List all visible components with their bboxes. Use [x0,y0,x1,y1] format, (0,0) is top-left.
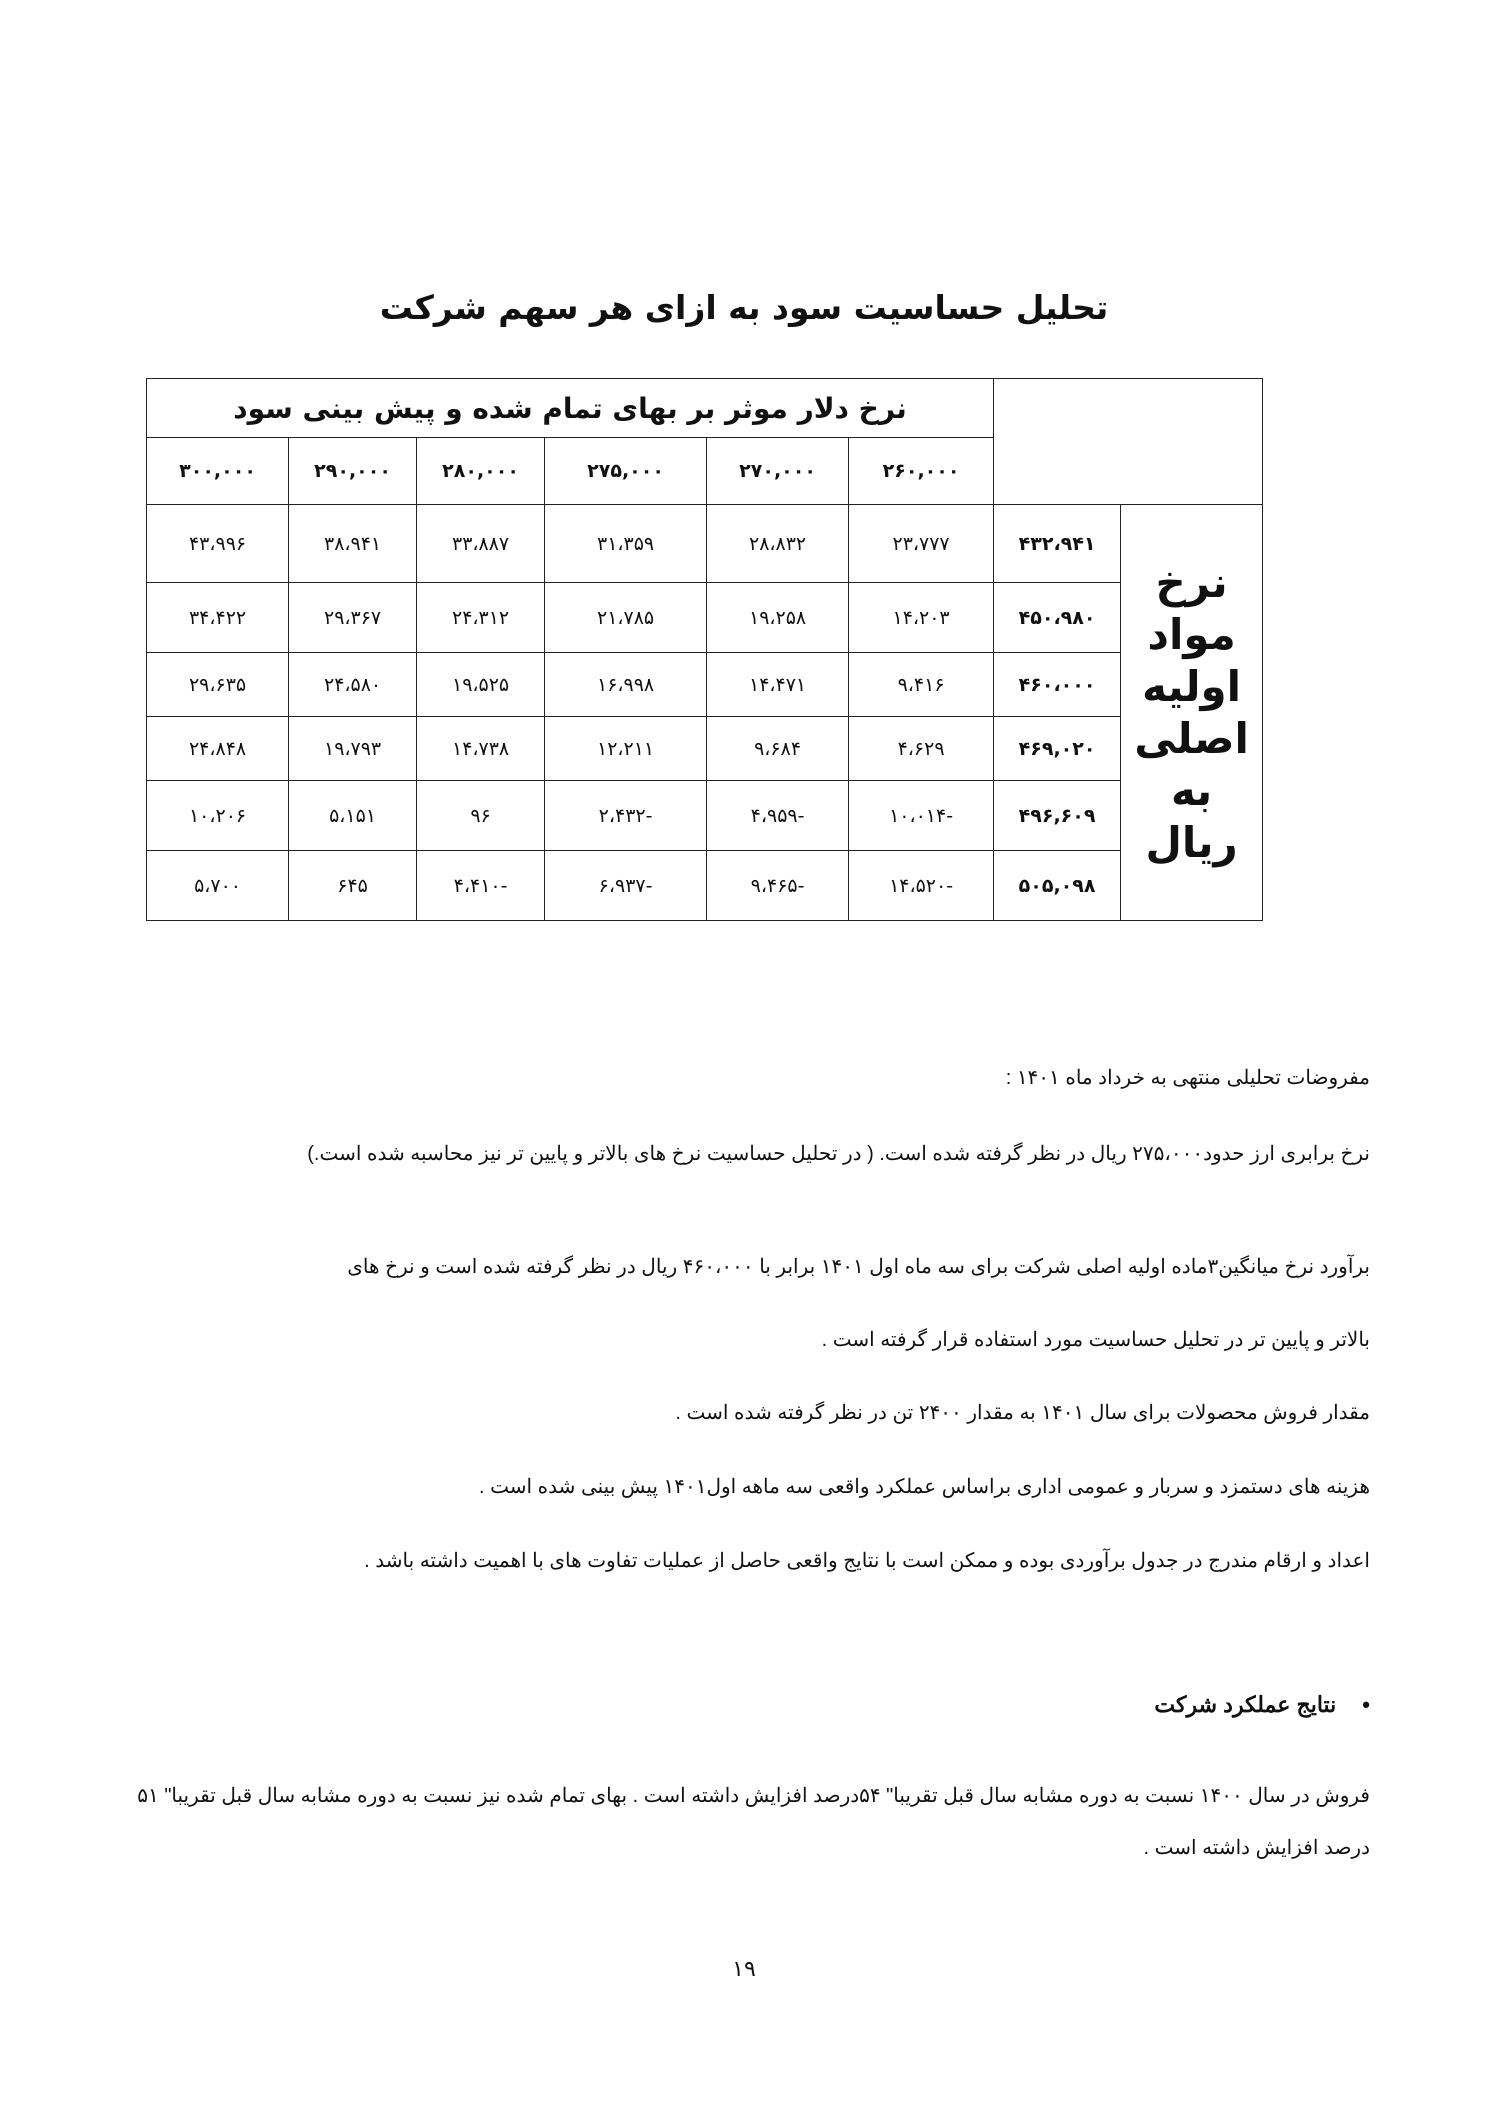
material-rate-cell: ۵۰۵,۰۹۸ [994,851,1121,921]
eps-cell: ۱۹،۲۵۸ [707,583,849,653]
eps-cell: ۱۹،۷۹۳ [289,717,417,781]
eps-cell: ۹۶ [417,781,545,851]
eps-cell: ۲۴،۸۴۸ [147,717,289,781]
page-number: ۱۹ [732,1956,756,1981]
eps-cell: ۳۱،۳۵۹ [545,505,707,583]
row-group-label-line: اولیه [1142,661,1242,711]
assumption-exchange-rate: نرخ برابری ارز حدود۲۷۵،۰۰۰ ریال در نظر گرفته شده است. ( در تحلیل حساسیت نرخ های بالاتر و پایین تر نیز محاسبه شده است.) [307,1143,1370,1165]
eps-cell: ۱۶،۹۹۸ [545,653,707,717]
material-rate-cell: ۴۶۹,۰۲۰ [994,717,1121,781]
results-paragraph: فروش در سال ۱۴۰۰ نسبت به دوره مشابه سال قبل تقریبا" ۵۴درصد افزایش داشته است . بهای تمام شده نیز نسبت به دوره مشابه سال قبل تقریبا" ۵۱ درصد افزایش داشته است . [137,1785,1370,1859]
eps-cell: -۲،۴۳۲ [545,781,707,851]
material-rate-cell: ۴۳۲،۹۴۱ [994,505,1121,583]
eps-cell: ۲۹،۳۶۷ [289,583,417,653]
rate-header: ۲۷۵,۰۰۰ [545,438,707,505]
eps-cell: ۲۸،۸۳۲ [707,505,849,583]
rate-header: ۲۶۰,۰۰۰ [849,438,994,505]
eps-cell: ۲۹،۶۳۵ [147,653,289,717]
row-group-label-line: اصلی [1134,713,1249,763]
assumption-material-rate-cont: بالاتر و پایین تر در تحلیل حساسیت مورد استفاده قرار گرفته است . [821,1329,1370,1351]
assumption-overhead: هزینه های دستمزد و سربار و عمومی اداری براساس عملکرد واقعی سه ماهه اول۱۴۰۱ پیش بینی شده است . [479,1476,1370,1498]
row-group-label-line: نرخ [1155,557,1228,607]
rate-header: ۲۸۰,۰۰۰ [417,438,545,505]
eps-cell: ۱۴،۲۰۳ [849,583,994,653]
table-corner-cell [994,379,1263,505]
eps-cell: ۲۱،۷۸۵ [545,583,707,653]
assumption-material-rate: برآورد نرخ میانگین۳ماده اولیه اصلی شرکت برای سه ماه اول ۱۴۰۱ برابر با ۴۶۰،۰۰۰ ریال در نظر گرفته شده است و نرخ های [347,1256,1370,1278]
page-title: تحلیل حساسیت سود به ازای هر سهم شرکت [379,288,1109,327]
results-heading-text: نتایج عملکرد شرکت [1154,1692,1337,1717]
eps-cell: -۱۴،۵۲۰ [849,851,994,921]
row-group-label [1121,505,1263,921]
eps-cell: ۶۴۵ [289,851,417,921]
assumption-disclaimer: اعداد و ارقام مندرج در جدول برآوردی بوده و ممکن است با نتایج واقعی حاصل از عملیات تفاوت های با اهمیت داشته باشد . [364,1550,1370,1572]
eps-cell: ۵،۷۰۰ [147,851,289,921]
eps-cell: ۹،۶۸۴ [707,717,849,781]
table-row [147,583,1263,653]
eps-cell: ۳۴،۴۲۲ [147,583,289,653]
eps-cell: ۴،۶۲۹ [849,717,994,781]
table-row [147,851,1263,921]
eps-cell: ۱۰،۲۰۶ [147,781,289,851]
eps-cell: ۲۴،۳۱۲ [417,583,545,653]
eps-cell: -۱۰،۰۱۴ [849,781,994,851]
eps-cell: ۴۳،۹۹۶ [147,505,289,583]
eps-cell: ۱۴،۷۳۸ [417,717,545,781]
eps-cell: ۲۴،۵۸۰ [289,653,417,717]
assumptions-heading: مفروضات تحلیلی منتهی به خرداد ماه ۱۴۰۱ : [1005,1067,1370,1089]
row-group-label-line: مواد [1147,609,1236,659]
eps-cell: ۵،۱۵۱ [289,781,417,851]
material-rate-cell: ۴۹۶,۶۰۹ [994,781,1121,851]
eps-cell: ۹،۴۱۶ [849,653,994,717]
eps-cell: ۳۸،۹۴۱ [289,505,417,583]
table-row [147,505,1263,583]
table-row [147,653,1263,717]
results-heading [1154,1692,1370,1718]
rate-header: ۲۷۰,۰۰۰ [707,438,849,505]
table-row [147,781,1263,851]
rate-header: ۳۰۰,۰۰۰ [147,438,289,505]
eps-cell: ۱۲،۲۱۱ [545,717,707,781]
dollar-rate-header: نرخ دلار موثر بر بهای تمام شده و پیش بینی سود [147,379,994,438]
bullet-icon: • [1362,1692,1370,1717]
eps-cell: -۶،۹۳۷ [545,851,707,921]
row-group-label-line: به ریال [1145,765,1238,867]
eps-cell: -۹،۴۶۵ [707,851,849,921]
sensitivity-table [146,378,1263,921]
eps-cell: ۳۳،۸۸۷ [417,505,545,583]
eps-cell: -۴،۴۱۰ [417,851,545,921]
eps-cell: ۲۳،۷۷۷ [849,505,994,583]
eps-cell: ۱۹،۵۲۵ [417,653,545,717]
table-header-row [147,379,1263,438]
eps-cell: -۴،۹۵۹ [707,781,849,851]
table-row [147,717,1263,781]
material-rate-cell: ۴۶۰،۰۰۰ [994,653,1121,717]
eps-cell: ۱۴،۴۷۱ [707,653,849,717]
material-rate-cell: ۴۵۰،۹۸۰ [994,583,1121,653]
assumption-sales-volume: مقدار فروش محصولات برای سال ۱۴۰۱ به مقدار ۲۴۰۰ تن در نظر گرفته شده است . [675,1402,1370,1424]
rate-header: ۲۹۰,۰۰۰ [289,438,417,505]
